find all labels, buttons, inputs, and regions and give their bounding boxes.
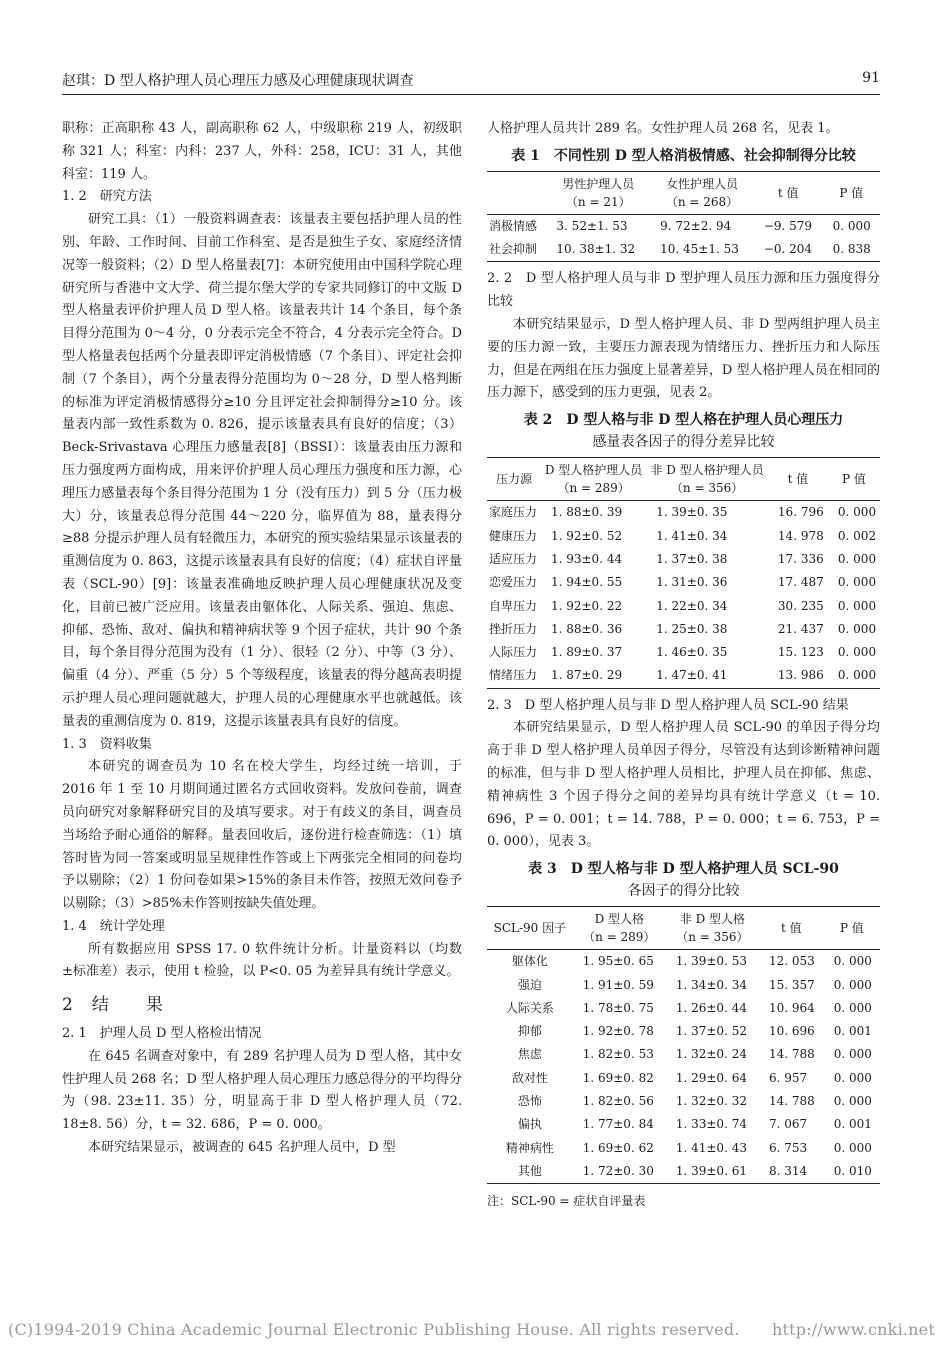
table-cell: 1. 34±0. 34 [675,977,747,992]
table-cell: 1. 82±0. 56 [582,1094,654,1109]
table-cell: 0. 001 [833,1024,872,1039]
paragraph: 研究工具：（1）一般资料调查表：该量表主要包括护理人员的性别、年龄、工作时间、目前工作科室、是否是独生子女、家庭经济情况等一般资料；（2）D 型人格量表[7]：本研究使用由中国科学院心理研究所与香港中文大学、荷兰提尔堡大学的专家共同修订的中文版 D 型人格量表评价护理人员 D 型人格。该量表共计 14 个条目，每个条目得分范围为 0～4 分，0 分表示完全不符合，4 分表示完全符合。D 型人格量表包括两个分量表即评定消极情感（7 个条目）、评定社会抑制（7 个条目），两个分量表得分范围均为 0～28 分，D 型人格判断的标准为评定消极情感得分≥10 分且评定社会抑制得分≥10 分。该量表内部一致性系数为 0. 826，提示该量表具有良好的信度；（3）Beck-Srivastava 心理压力感量表[8]（BSSI）：该量表由压力源和压力强度两方面构成，用来评价护理人员心理压力强度和压力源，心理压力感量表每个条目得分范围为 1 分（没有压力）到 5 分（压力极大）分，该量表总得分范围 44～220 分，临界值为 88，量表得分≥88 分提示护理人员有轻微压力，本研究的预实验结果显示该量表的重测信度为 0. 863，这提示该量表具有良好的信度；（4）症状自评量表（SCL-90）[9]：该量表准确地反映护理人员心理健康状况及变化，目前已被广泛应用。该量表由躯体化、人际关系、强迫、焦虑、抑郁、恐怖、敌对、偏执和精神病状等 9 个因子症状，共计 90 个条目，每个条目得分范围为没有（1 分）、很轻（2 分）、中等（3 分）、偏重（4 分）、严重（5 分）5 个等级程度，该量表的得分越高表明提示护理人员心理问题就越大，护理人员的心理健康水平也就越低。该量表的重测信度为 0. 819，这提示该量表具有良好的信度。 [62,212,462,729]
table-cell: 1. 32±0. 32 [675,1094,747,1109]
table-cell: 强迫 [517,977,542,992]
table-cell: 抑郁 [517,1024,542,1039]
table-caption: 表 3 D 型人格与非 D 型人格护理人员 SCL-90 各因子的得分比较 [528,861,839,900]
page-number: 91 [862,70,880,86]
table-row [487,238,880,262]
table-cell: 1. 39±0. 61 [675,1163,747,1178]
table-cell: 1. 41±0. 43 [675,1140,747,1155]
section-heading: 2. 3 D 型人格护理人员与非 D 型人格护理人员 SCL-90 结果 [487,697,849,713]
table-header-cell: 男性护理人员 （n = 21） [562,176,635,209]
running-header [62,68,880,95]
table-cell: 0. 000 [833,1070,872,1085]
table-cell: 3. 52±1. 53 [556,218,628,233]
table-header-cell: t 值 [781,921,802,936]
table-cell: 30. 235 [777,598,824,613]
table-cell: 1. 39±0. 35 [656,505,728,520]
copyright-footer: (C)1994-2019 China Academic Journal Electronic Publishing House. All rights reserved. http://www.cnki.net [8,1320,935,1339]
table-header-cell: P 值 [839,185,864,200]
table-cell: 1. 78±0. 75 [582,1000,654,1015]
table-cell: 消极情感 [489,218,538,233]
table-cell: 1. 47±0. 41 [656,668,728,683]
table-cell: 6. 753 [768,1140,808,1155]
table-cell: 其他 [517,1163,542,1178]
table-cell: 0. 838 [832,242,871,257]
table-cell: 1. 41±0. 34 [656,528,728,543]
table-header-cell: D 型人格 （n = 289） [583,912,656,945]
table-cell: 挫折压力 [489,621,538,636]
table-cell: 0. 000 [833,1000,872,1015]
table-cell: 1. 94±0. 55 [550,575,623,590]
table-header-cell: P 值 [842,472,866,487]
table-header-cell: t 值 [777,185,799,200]
table-cell: −0. 204 [763,242,813,257]
table-cell: 1. 89±0. 37 [550,645,623,660]
table-cell: 0. 000 [833,1140,872,1155]
table-cell: 14. 788 [768,1047,815,1062]
table-cell: 恐怖 [517,1094,542,1109]
table-3 [487,906,880,1184]
table-cell: 1. 77±0. 84 [582,1117,654,1132]
table-row [487,1090,880,1113]
table-header-cell: t 值 [787,472,809,487]
section-heading: 1. 3 资料收集 [62,736,152,752]
table-cell: 10. 964 [768,1000,815,1015]
table-cell: 社会抑制 [489,242,538,257]
table-cell: 0. 000 [833,1047,872,1062]
table-cell: 恋爱压力 [489,575,538,590]
table-cell: 健康压力 [489,528,538,543]
table-cell: 8. 314 [768,1163,808,1178]
table-cell: 1. 33±0. 74 [675,1117,747,1132]
paragraph: 人格护理人员共计 289 名。女性护理人员 268 名，见表 1。 [487,121,839,136]
table-cell: 0. 000 [837,505,877,520]
table-row [487,594,880,617]
table-cell: 0. 000 [837,598,877,613]
table-header-cell: 非 D 型人格护理人员 （n = 356） [650,463,764,496]
table-cell: 17. 336 [777,551,824,566]
table-cell: 1. 29±0. 64 [675,1070,747,1085]
table-cell: 12. 053 [768,954,815,969]
paragraph: 职称：正高职称 43 人，副高职称 62 人，中级职称 219 人，初级职称 321 人；科室：内科：237 人，外科：258，ICU：31 人，其他科室：119 人。 [62,121,462,182]
table-row [487,1160,880,1184]
table-cell: 1. 88±0. 36 [550,621,623,636]
table-cell: 0. 001 [833,1117,872,1132]
table-header-cell: 非 D 型人格 （n = 356） [676,912,749,945]
left-column [62,118,462,1160]
table-2 [487,457,880,688]
table-cell: 10. 38±1. 32 [556,242,636,257]
table-cell: 10. 696 [768,1024,815,1039]
table-cell: 10. 45±1. 53 [660,242,739,257]
table-header-cell: SCL-90 因子 [493,921,567,936]
table-cell: 15. 357 [768,977,815,992]
table-cell: 1. 25±0. 38 [656,621,728,636]
table-row [487,1137,880,1160]
header-title: 赵琪：D 型人格护理人员心理压力感及心理健康现状调查 [62,73,414,89]
section-heading: 1. 4 统计学处理 [62,918,165,934]
table-cell: 1. 93±0. 44 [550,551,623,566]
table-cell: 1. 39±0. 53 [675,954,747,969]
section-heading: 2. 1 护理人员 D 型人格检出情况 [62,1026,262,1042]
table-cell: 1. 87±0. 29 [550,668,623,683]
table-cell: 家庭压力 [489,505,538,520]
table-cell: 焦虑 [517,1047,542,1062]
table-cell: 人际压力 [489,645,538,660]
table-cell: 躯体化 [511,954,548,969]
table-row [487,501,880,525]
table-cell: 0. 000 [833,1094,872,1109]
table-note: 注：SCL-90 = 症状自评量表 [487,1194,646,1209]
table-cell: 15. 123 [777,645,824,660]
table-cell: −9. 579 [763,218,813,233]
paragraph: 本研究结果显示，被调查的 645 名护理人员中，D 型 [88,1140,396,1156]
table-cell: 0. 000 [837,668,877,683]
table-row [487,973,880,996]
table-cell: 0. 002 [837,528,877,543]
table-row [487,1113,880,1136]
table-cell: 0. 000 [837,621,877,636]
table-cell: 1. 22±0. 34 [656,598,728,613]
paragraph: 本研究结果显示，D 型人格护理人员、非 D 型两组护理人员主要的压力源一致，主要压力源表现为情绪压力、挫折压力和人际压力，但是在两组在压力强度上显著差异，D 型人格护理人员在相同的压力源下，感受到的压力更强，见表 2。 [487,316,880,401]
table-cell: 0. 000 [833,954,872,969]
table-row [487,664,880,688]
table-row [487,1067,880,1090]
table-row [487,571,880,594]
table-cell: 适应压力 [489,551,538,566]
section-heading: 2. 2 D 型人格护理人员与非 D 型护理人员压力源和压力强度得分比较 [487,271,880,310]
table-1 [487,171,880,263]
paragraph: 本研究结果显示，D 型人格护理人员 SCL-90 的单因子得分均高于非 D 型人格护理人员单因子得分，尽管没有达到诊断精神问题的标准，但与非 D 型人格护理人员相比，护理人员在抑郁、焦虑、精神病性 3 个因子得分之间的差异均具有统计学意义（t = 10. 696，P = 0. 001；t = 14. 788，P = 0. 000；t = 6. 753，P = 0. 000），见表 3。 [487,720,880,850]
paragraph: 所有数据应用 SPSS 17. 0 软件统计分析。计量资料以（均数±标准差）表示，使用 t 检验，以 P<0. 05 为差异具有统计学意义。 [62,941,462,980]
table-cell: 6. 957 [768,1070,808,1085]
paragraph: 在 645 名调查对象中，有 289 名护理人员为 D 型人格，其中女性护理人员 268 名；D 型人格护理人员心理压力感总得分的平均得分为（98. 23±11. 35）分，明显高于非 D 型人格护理人员（72. 18±8. 56）分，t = 32. 686，P = 0. 000。 [62,1048,462,1133]
table-cell: 1. 88±0. 39 [550,505,623,520]
table-cell: 1. 91±0. 59 [582,977,654,992]
table-cell: 1. 37±0. 38 [656,551,728,566]
table-cell: 敌对性 [511,1070,548,1085]
table-row [487,548,880,571]
table-cell: 0. 000 [837,645,877,660]
table-cell: 1. 92±0. 22 [550,598,623,613]
table-header-cell: 压力源 [495,472,532,487]
table-cell: 1. 95±0. 65 [582,954,654,969]
table-cell: 1. 37±0. 52 [675,1024,747,1039]
table-header-cell: P 值 [839,921,864,936]
table-header-cell: 女性护理人员 （n = 268） [665,176,739,209]
table-cell: 14. 978 [777,528,824,543]
table-cell: 1. 92±0. 78 [582,1024,654,1039]
table-cell: 1. 26±0. 44 [675,1000,747,1015]
table-cell: 0. 000 [837,575,877,590]
table-row [487,997,880,1020]
table-cell: 精神病性 [505,1140,554,1155]
table-row [487,950,880,974]
table-row [487,1043,880,1066]
table-cell: 1. 72±0. 30 [582,1163,654,1178]
table-cell: 21. 437 [777,621,824,636]
table-cell: 0. 000 [837,551,877,566]
right-column [487,118,880,1213]
table-cell: 1. 69±0. 82 [582,1070,654,1085]
table-cell: 自卑压力 [489,598,538,613]
table-row [487,1020,880,1043]
table-cell: 14. 788 [768,1094,815,1109]
table-cell: 1. 46±0. 35 [656,645,728,660]
table-cell: 16. 796 [777,505,824,520]
table-cell: 7. 067 [768,1117,808,1132]
table-caption: 表 1 不同性别 D 型人格消极情感、社会抑制得分比较 [511,147,856,164]
table-caption: 表 2 D 型人格与非 D 型人格在护理人员心理压力 感量表各因子的得分差异比较 [523,412,844,451]
table-row [487,641,880,664]
section-heading: 1. 2 研究方法 [62,189,152,205]
table-cell: 1. 92±0. 52 [550,528,623,543]
table-cell: 1. 32±0. 24 [675,1047,747,1062]
table-cell: 17. 487 [777,575,824,590]
table-cell: 偏执 [517,1117,542,1132]
paragraph: 本研究的调查员为 10 名在校大学生，均经过统一培训，于 2016 年 1 至 10 月期间通过匿名方式回收资料。发放问卷前，调查员向研究对象解释研究目的及填写要求。对于有歧义的条目，调查员当场给予耐心通俗的解释。量表回收后，逐份进行检查筛选：（1）填答时皆为同一答案或明显呈规律性作答或上下两张完全相同的问卷均予以剔除；（2）1 份问卷如果>15%的条目未作答，按照无效问卷予以剔除；（3）>85%未作答则按缺失值处理。 [62,759,462,912]
table-cell: 0. 000 [832,218,871,233]
table-cell: 1. 82±0. 53 [582,1047,654,1062]
chapter-heading: 2 结 果 [62,995,164,1016]
table-cell: 人际关系 [505,1000,554,1015]
table-row [487,524,880,547]
table-cell: 0. 000 [833,977,872,992]
table-row [487,618,880,641]
table-header-cell: D 型人格护理人员 （n = 289） [544,463,643,496]
table-cell: 9. 72±2. 94 [660,218,732,233]
table-row [487,214,880,238]
table-header-cell [487,171,546,214]
table-cell: 情绪压力 [489,668,538,683]
table-cell: 0. 010 [833,1163,872,1178]
table-cell: 1. 31±0. 36 [656,575,728,590]
table-cell: 1. 69±0. 62 [582,1140,654,1155]
table-cell: 13. 986 [777,668,824,683]
